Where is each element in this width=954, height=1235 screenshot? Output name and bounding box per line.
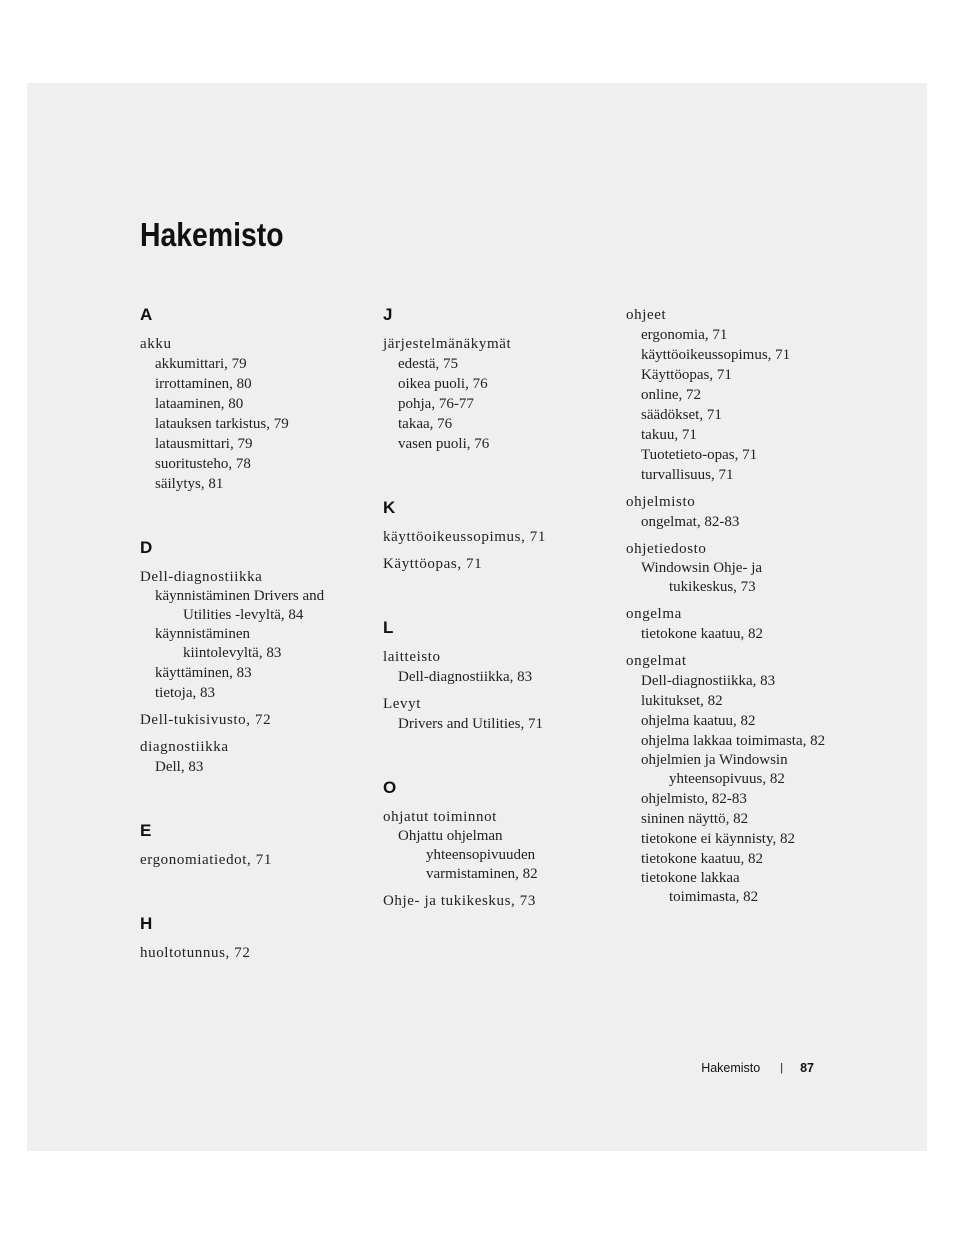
index-entry-term: ohjelmisto — [626, 494, 696, 510]
index-subentry: säädökset, 71 — [641, 407, 722, 423]
index-entry-term: ongelmat — [626, 653, 687, 669]
index-subentry-line: yhteensopivuuden — [426, 847, 536, 863]
index-entry — [140, 737, 370, 777]
index-subentry — [140, 587, 370, 625]
index-subentry: vasen puoli, 76 — [398, 436, 490, 452]
page-footer — [701, 1061, 814, 1075]
index-entry — [626, 492, 856, 532]
index-subentry: irrottaminen, 80 — [155, 376, 252, 392]
index-subentry: Käyttöopas, 71 — [641, 367, 732, 383]
index-subentry-line: kiintolevyltä, 83 — [183, 645, 282, 661]
index-entry-term: ohjetiedosto — [626, 541, 707, 557]
index-subentry: akkumittari, 79 — [155, 356, 247, 372]
index-entry — [626, 305, 856, 485]
index-subentry — [626, 751, 856, 789]
section-letter: D — [140, 538, 153, 557]
index-entry-term: ergonomiatiedot, 71 — [140, 852, 272, 868]
index-entry — [626, 604, 856, 644]
index-subentry-line: yhteensopivuus, 82 — [669, 771, 785, 787]
index-subentry: takuu, 71 — [641, 427, 697, 443]
index-entry — [383, 554, 613, 574]
index-subentry: Drivers and Utilities, 71 — [398, 716, 543, 732]
index-subentry-line: käynnistäminen Drivers and — [155, 588, 325, 604]
index-subentry-line: ohjelmien ja Windowsin — [641, 752, 788, 768]
index-entry — [626, 651, 856, 907]
index-subentry: latauksen tarkistus, 79 — [155, 416, 289, 432]
index-entry-term: huoltotunnus, 72 — [140, 945, 251, 961]
index-subentry — [626, 559, 856, 597]
index-entry — [383, 891, 613, 911]
index-subentry-line: toimimasta, 82 — [669, 889, 759, 905]
index-subentry: tietoja, 83 — [155, 685, 215, 701]
index-entry — [626, 539, 856, 597]
index-subentry: tietokone kaatuu, 82 — [641, 851, 764, 867]
index-subentry: latausmittari, 79 — [155, 436, 253, 452]
index-subentry: takaa, 76 — [398, 416, 453, 432]
index-subentry: Dell-diagnostiikka, 83 — [641, 673, 776, 689]
index-subentry: turvallisuus, 71 — [641, 467, 734, 483]
index-subentry — [383, 827, 613, 884]
index-entry-term: järjestelmänäkymät — [383, 336, 512, 352]
index-entry — [383, 527, 613, 547]
index-subentry: ohjelma lakkaa toimimasta, 82 — [641, 733, 826, 749]
index-entry — [140, 850, 370, 870]
index-entry-term: Dell-tukisivusto, 72 — [140, 712, 272, 728]
index-entry — [383, 694, 613, 734]
index-subentry: tietokone kaatuu, 82 — [641, 626, 764, 642]
index-subentry: ohjelmisto, 82-83 — [641, 791, 747, 807]
index-subentry — [626, 869, 856, 907]
index-subentry-line: tukikeskus, 73 — [669, 579, 756, 595]
index-subentry-line: Ohjattu ohjelman — [398, 828, 503, 844]
index-entry — [383, 807, 613, 884]
index-entry-term: ohjeet — [626, 307, 667, 323]
index-subentry: lataaminen, 80 — [155, 396, 244, 412]
index-subentry: ohjelma kaatuu, 82 — [641, 713, 756, 729]
index-subentry: Tuotetieto-opas, 71 — [641, 447, 758, 463]
index-column-3 — [626, 305, 856, 914]
index-subentry: lukitukset, 82 — [641, 693, 723, 709]
index-entry-term: ongelma — [626, 606, 682, 622]
index-entry-term: Käyttöopas, 71 — [383, 556, 483, 572]
index-entry — [383, 647, 613, 687]
page — [27, 83, 927, 1151]
section-letter: E — [140, 821, 152, 840]
index-entry-term: ohjatut toiminnot — [383, 809, 497, 825]
section-letter: H — [140, 914, 153, 933]
index-subentry: ergonomia, 71 — [641, 327, 728, 343]
index-subentry: oikea puoli, 76 — [398, 376, 488, 392]
index-entry-term: Levyt — [383, 696, 421, 712]
index-subentry: tietokone ei käynnisty, 82 — [641, 831, 795, 847]
index-entry — [140, 710, 370, 730]
index-entry-term: akku — [140, 336, 172, 352]
index-entry-term: Ohje- ja tukikeskus, 73 — [383, 893, 536, 909]
index-entry — [383, 334, 613, 454]
section-letter: L — [383, 618, 394, 637]
index-subentry: Dell, 83 — [155, 759, 204, 775]
index-subentry-line: varmistaminen, 82 — [426, 866, 538, 882]
index-subentry: ongelmat, 82-83 — [641, 514, 740, 530]
index-subentry: sininen näyttö, 82 — [641, 811, 749, 827]
index-subentry: pohja, 76-77 — [398, 396, 474, 412]
index-subentry: säilytys, 81 — [155, 476, 224, 492]
section-letter: J — [383, 305, 393, 324]
index-entry-term: laitteisto — [383, 649, 441, 665]
index-entry-term: käyttöoikeussopimus, 71 — [383, 529, 546, 545]
index-subentry: Dell-diagnostiikka, 83 — [398, 669, 533, 685]
index-entry — [140, 334, 370, 494]
index-subentry: käyttäminen, 83 — [155, 665, 252, 681]
index-column-2 — [383, 305, 613, 918]
index-subentry — [140, 625, 370, 663]
index-subentry: suoritusteho, 78 — [155, 456, 251, 472]
index-subentry-line: tietokone lakkaa — [641, 870, 740, 886]
section-letter: K — [383, 498, 396, 517]
index-entry-term: Dell-diagnostiikka — [140, 569, 263, 585]
index-entry-term: diagnostiikka — [140, 739, 229, 755]
section-letter: O — [383, 778, 397, 797]
index-subentry: online, 72 — [641, 387, 701, 403]
footer-separator: | — [780, 1062, 784, 1074]
section-letter: A — [140, 305, 153, 324]
index-entry — [140, 567, 370, 703]
index-subentry: käyttöoikeussopimus, 71 — [641, 347, 791, 363]
index-subentry-line: Windowsin Ohje- ja — [641, 560, 763, 576]
page-number: 87 — [800, 1061, 814, 1075]
index-subentry-line: Utilities -levyltä, 84 — [183, 607, 304, 623]
index-subentry-line: käynnistäminen — [155, 626, 250, 642]
index-entry — [140, 943, 370, 963]
index-column-1 — [140, 305, 370, 970]
footer-label: Hakemisto — [701, 1061, 761, 1075]
index-subentry: edestä, 75 — [398, 356, 458, 372]
page-title: Hakemisto — [140, 216, 284, 253]
